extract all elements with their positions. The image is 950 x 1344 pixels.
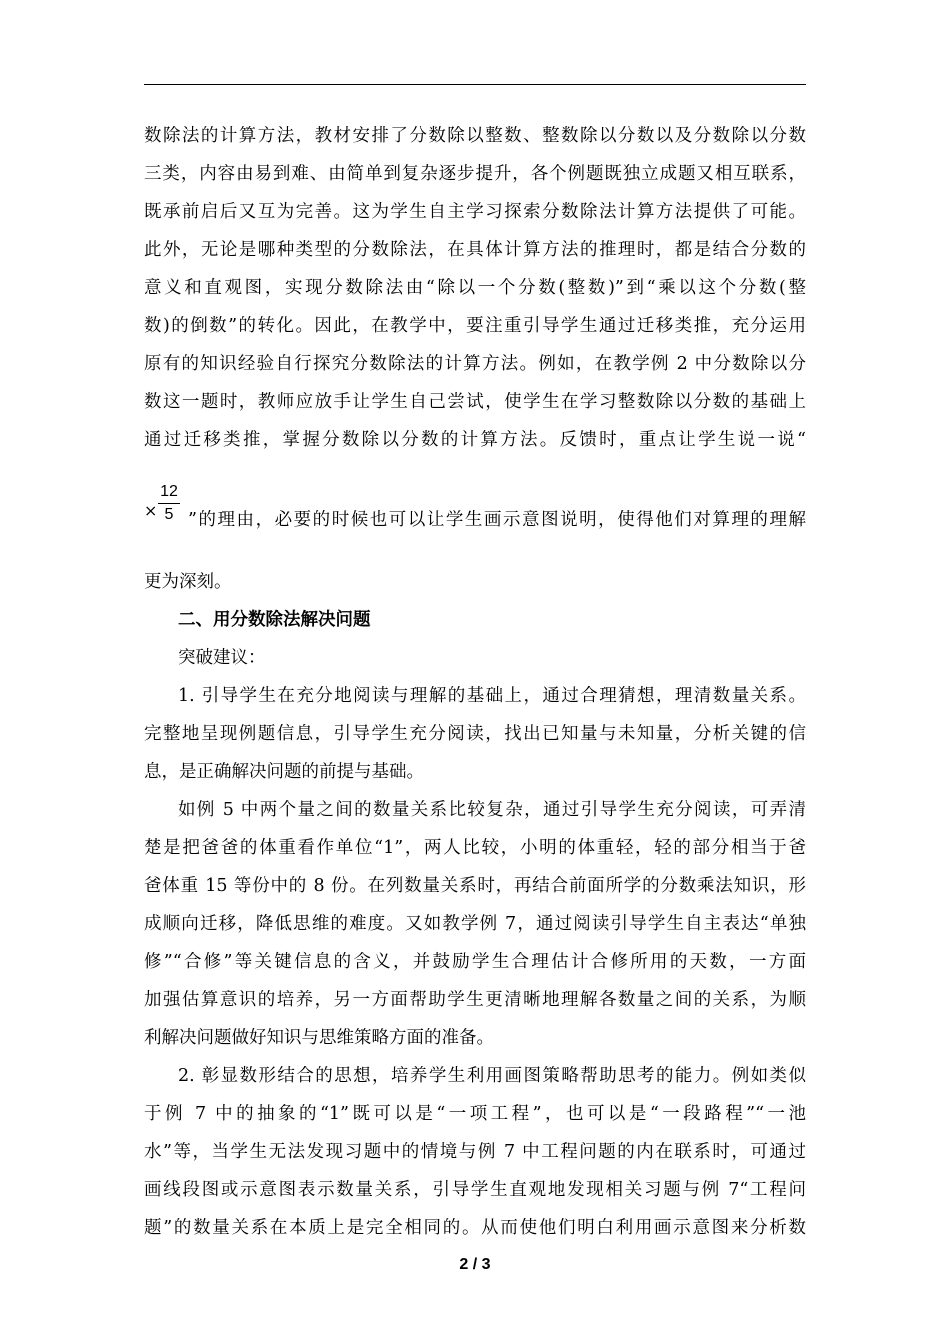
fraction-denominator: 5 (164, 506, 174, 523)
text-line: 修”“合修”等关键信息的含义，并鼓励学生合理估计合修所用的天数，一方面 (144, 952, 806, 972)
text-line: 水”等，当学生无法发现习题中的情境与例 7 中工程问题的内在联系时，可通过 (144, 1142, 806, 1162)
text-line: 更为深刻。 (144, 572, 232, 592)
text-line: 完整地呈现例题信息，引导学生充分阅读，找出已知量与未知量，分析关键的信 (144, 724, 806, 744)
text-line: 楚是把爸爸的体重看作单位“1”，两人比较，小明的体重轻，轻的部分相当于爸 (144, 838, 806, 858)
text-line: 利解决问题做好知识与思维策略方面的准备。 (144, 1028, 494, 1048)
times-symbol: × (144, 501, 158, 520)
text-line: 数除法的计算方法，教材安排了分数除以整数、整数除以分数以及分数除以分数 (144, 126, 806, 146)
text-line: 息，是正确解决问题的前提与基础。 (144, 762, 424, 782)
text-line: 数)的倒数”的转化。因此，在教学中，要注重引导学生通过迁移类推，充分运用 (144, 316, 806, 336)
text-line: 既承前启后又互为完善。这为学生自主学习探索分数除法计算方法提供了可能。 (144, 202, 806, 222)
page-number: 2 / 3 (459, 1256, 491, 1273)
text-line: 原有的知识经验自行探究分数除法的计算方法。例如，在教学例 2 中分数除以分 (144, 354, 806, 374)
formula-line (144, 482, 806, 542)
suggestion-label: 突破建议： (178, 648, 266, 668)
text-line: 于例 7 中的抽象的“1”既可以是“一项工程”，也可以是“一段路程”“一池 (144, 1104, 806, 1124)
text-line: 此外，无论是哪种类型的分数除法，在具体计算方法的推理时，都是结合分数的 (144, 240, 806, 260)
fraction (158, 482, 180, 525)
text-line: 1. 引导学生在充分地阅读与理解的基础上，通过合理猜想，理清数量关系。 (178, 686, 806, 706)
fraction-bar (158, 503, 180, 504)
text-line: 如例 5 中两个量之间的数量关系比较复杂，通过引导学生充分阅读，可弄清 (178, 800, 806, 820)
text-line: 2. 彰显数形结合的思想，培养学生利用画图策略帮助思考的能力。例如类似 (178, 1066, 806, 1086)
header-rule (144, 84, 806, 85)
text-line: 题”的数量关系在本质上是完全相同的。从而使他们明白利用画示意图来分析数 (144, 1218, 806, 1238)
text-line: 爸体重 15 等份中的 8 份。在列数量关系时，再结合前面所学的分数乘法知识，形 (144, 876, 806, 896)
text-line: 成顺向迁移，降低思维的难度。又如教学例 7，通过阅读引导学生自主表达“单独 (144, 914, 806, 934)
text-line: 画线段图或示意图表示数量关系，引导学生直观地发现相关习题与例 7“工程问 (144, 1180, 806, 1200)
text-line: ”的理由，必要的时候也可以让学生画示意图说明，使得他们对算理的理解 (188, 510, 806, 530)
section-heading: 二、用分数除法解决问题 (178, 610, 371, 630)
fraction-numerator: 12 (160, 483, 178, 500)
text-line: 加强估算意识的培养，另一方面帮助学生更清晰地理解各数量之间的关系，为顺 (144, 990, 806, 1010)
text-line: 意义和直观图，实现分数除法由“除以一个分数(整数)”到“乘以这个分数(整 (144, 278, 806, 298)
text-line: 三类，内容由易到难、由简单到复杂逐步提升，各个例题既独立成题又相互联系， (144, 164, 806, 184)
text-line: 数这一题时，教师应放手让学生自己尝试，使学生在学习整数除以分数的基础上 (144, 392, 806, 412)
text-line: 通过迁移类推，掌握分数除以分数的计算方法。反馈时，重点让学生说一说“ (144, 430, 806, 450)
